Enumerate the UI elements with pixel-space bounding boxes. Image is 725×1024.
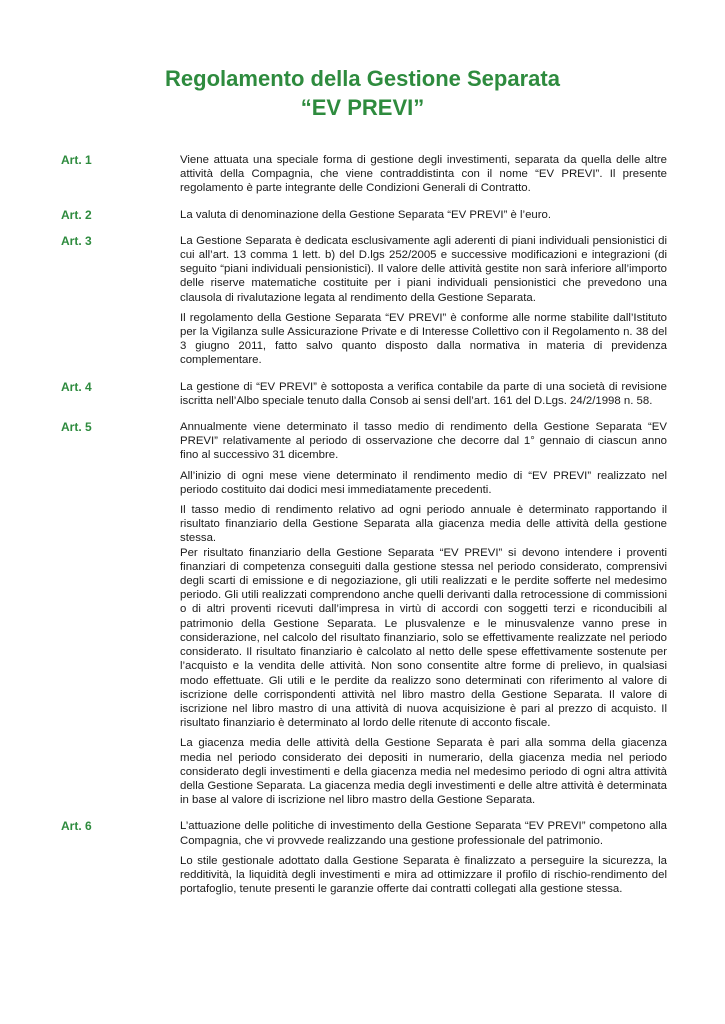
article-label: Art. 6	[61, 819, 92, 834]
article-paragraph: Il tasso medio di rendimento relativo ad ogni periodo annuale è determinato rapportando il risultato finanziario della Gestione Separata alla giacenza media delle attività della gestione stessa.	[180, 504, 667, 545]
article-body	[180, 153, 667, 196]
title-line-1: Regolamento della Gestione Separata	[165, 66, 560, 91]
article-paragraph: Il regolamento della Gestione Separata “EV PREVI” è conforme alle norme stabilite dall’Istituto per la Vigilanza sulle Assicurazione Private e di Interesse Collettivo con il Regolamento n. 38 del 3 giugno 2011, fatto salvo quanto disposto dalla normativa in materia di previdenza complementare.	[180, 311, 667, 367]
article-5	[61, 420, 667, 807]
article-paragraph: La giacenza media delle attività della Gestione Separata è pari alla somma della giacenza media nel periodo considerato dei depositi in numerario, della giacenza media nel periodo considerato degli investimenti e della giacenza media nel medesimo periodo di ogni altra attività della Gestione Separata. La giacenza media degli investimenti e delle altre attività è determinata in base al valore di iscrizione nel libro mastro della Gestione Separata.	[180, 737, 667, 807]
article-6	[61, 819, 667, 896]
articles-list	[61, 153, 667, 896]
article-body	[180, 380, 667, 408]
article-paragraph: La gestione di “EV PREVI” è sottoposta a verifica contabile da parte di una società di revisione iscritta nell’Albo speciale tenuto dalla Consob ai sensi dell’art. 161 del D.Lgs. 24/2/1998 n. 58.	[180, 380, 667, 407]
article-label: Art. 3	[61, 233, 92, 248]
article-paragraph: La Gestione Separata è dedicata esclusivamente agli aderenti di piani individuali pensionistici di cui all’art. 13 comma 1 lett. b) del D.lgs 252/2005 e successive modificazioni e integrazioni (di seguito “piani individuali pensionistici). Il valore delle attività gestite non sarà inferiore all’importo delle riserve matematiche costituite per i piani individuali pensionistici che prevedono una clausola di rivalutazione legata al rendimento della Gestione Separata.	[180, 234, 667, 304]
article-paragraph: Per risultato finanziario della Gestione Separata “EV PREVI” si devono intendere i proventi finanziari di competenza conseguiti dalla gestione stessa nel periodo considerato, comprensivi degli scarti di emissione e di negoziazione, gli utili realizzati e le perdite sofferte nel medesimo periodo. Gli utili realizzati comprendono anche quelli derivanti dalla retrocessione di commissioni o di altri proventi ricevuti dall’impresa in virtù di accordi con soggetti terzi e riconducibili al patrimonio della Gestione Separata. Le plusvalenze e le minusvalenze vanno prese in considerazione, nel calcolo del risultato finanziario, solo se effettivamente realizzate nel periodo considerato. Il risultato finanziario è calcolato al netto delle spese effettivamente sostenute per l’acquisto e la vendita delle attività. Non sono consentite altre forme di prelievo, in qualsiasi modo effettuate. Gli utili e le perdite da realizzo sono determinati con riferimento al valore di iscrizione delle corrispondenti attività nel libro mastro della Gestione Separata. Il valore di iscrizione nel libro mastro di una attività di nuova acquisizione è pari al prezzo di acquisto. Il risultato finanziario è determinato al lordo delle ritenute di acconto fiscale.	[180, 546, 667, 730]
article-paragraph: Viene attuata una speciale forma di gestione degli investimenti, separata da quella delle altre attività della Compagnia, che viene contraddistinta con il nome “EV PREVI”. Il presente regolamento è parte integrante delle Condizioni Generali di Contratto.	[180, 154, 667, 195]
article-1	[61, 153, 667, 196]
page-title	[0, 64, 725, 122]
article-paragraph: La valuta di denominazione della Gestione Separata “EV PREVI” è l’euro.	[180, 208, 552, 221]
article-label: Art. 2	[61, 207, 92, 222]
article-paragraph: All’inizio di ogni mese viene determinato il rendimento medio di “EV PREVI” realizzato nel periodo costituito dai dodici mesi immediatamente precedenti.	[180, 469, 667, 496]
article-4	[61, 380, 667, 408]
article-3	[61, 234, 667, 368]
article-paragraph: Lo stile gestionale adottato dalla Gestione Separata è finalizzato a perseguire la sicurezza, la redditività, la liquidità degli investimenti e mira ad ottimizzare il profilo di rischio-rendimento del portafoglio, tenute presenti le garanzie offerte dai contratti collegati alla gestione stessa.	[180, 854, 667, 896]
article-body	[180, 819, 667, 896]
article-2	[61, 208, 667, 222]
article-body	[180, 234, 667, 368]
article-paragraph: Annualmente viene determinato il tasso medio di rendimento della Gestione Separata “EV PREVI” relativamente al periodo di osservazione che decorre dal 1° gennaio di ciascun anno fino al successivo 31 dicembre.	[180, 421, 667, 462]
article-label: Art. 1	[61, 153, 92, 167]
title-line-2: “EV PREVI”	[300, 95, 425, 120]
article-body	[180, 208, 667, 222]
article-label: Art. 5	[61, 420, 92, 435]
article-paragraph: L’attuazione delle politiche di investimento della Gestione Separata “EV PREVI” competono alla Compagnia, che vi provvede realizzando una gestione professionale del patrimonio.	[180, 820, 667, 847]
article-body	[180, 420, 667, 807]
article-label: Art. 4	[61, 379, 92, 394]
